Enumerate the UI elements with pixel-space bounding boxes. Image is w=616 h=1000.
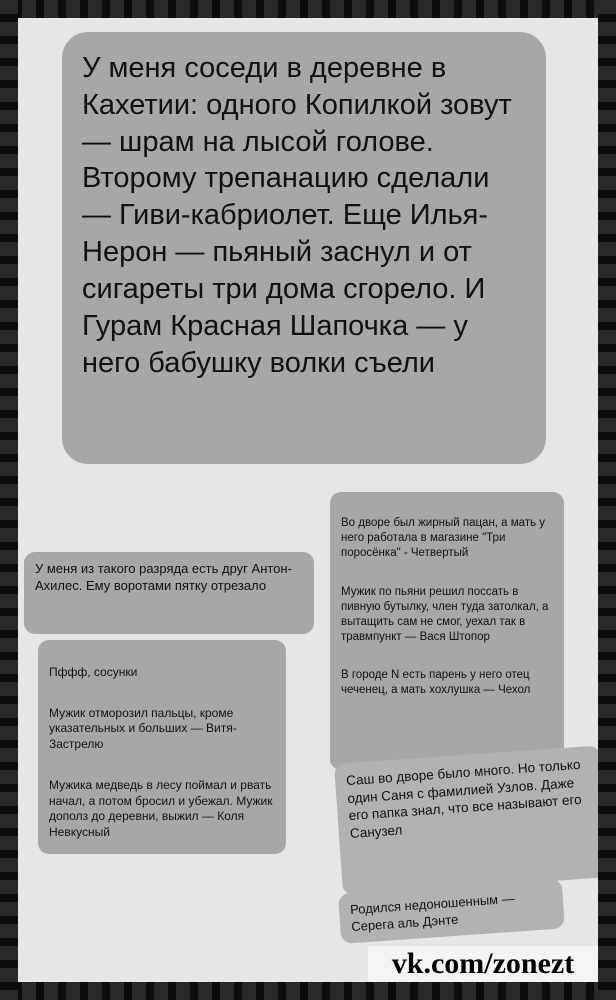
message-sosunki: Пффф, сосунки: [49, 664, 138, 679]
message-chehol: В городе N есть парень у него отец чеченец, а мать хохлушка — Чехол: [341, 669, 531, 697]
frame-border-top: [0, 0, 616, 18]
frame-border-right: [598, 0, 616, 1000]
frame-border-bottom: [0, 982, 616, 1000]
watermark-label: vk.com/zonezt: [368, 946, 598, 982]
message-vitya: Мужик отморозил пальцы, кроме указательных и больших — Витя-Застрелю: [49, 705, 237, 751]
serega-message-bubble: Родился недоношенным — Серега аль Дэнте: [338, 878, 565, 944]
left-message-bubble: [38, 640, 286, 854]
right-message-bubble: [330, 492, 564, 770]
main-message-bubble: У меня соседи в деревне в Кахетии: одного Копилкой зовут — шрам на лысой голове. Второму трепанацию сделали — Гиви-кабриолет. Еще Илья-Нерон — пьяный заснул и от сигареты три дома сгорело. И Гурам Красная Шапочка — у него бабушку волки съели: [62, 32, 546, 464]
anton-message-bubble: У меня из такого разряда есть друг Антон-Ахилес. Ему воротами пятку отрезало: [24, 552, 314, 634]
message-kolya: Мужика медведь в лесу поймал и рвать начал, а потом бросил и убежал. Мужик дополз до деревни, выжил — Коля Невкусный: [49, 778, 273, 839]
sasha-message-bubble: Саш во дворе было много. Но только один Саня с фамилией Узлов. Даже его папка знал, что все называют его Санузел: [334, 745, 598, 895]
message-fat-kid: Во дворе был жирный пацан, а мать у него работала в магазине "Три поросёнка" - Четвертый: [341, 516, 546, 559]
message-vasya-shtopor: Мужик по пьяни решил поссать в пивную бутылку, член туда затолкал, а вытащить сам не смог, уехал так в травмпункт — Вася Штопор: [341, 585, 549, 643]
frame-border-left: [0, 0, 18, 1000]
collage-canvas: [18, 18, 598, 982]
